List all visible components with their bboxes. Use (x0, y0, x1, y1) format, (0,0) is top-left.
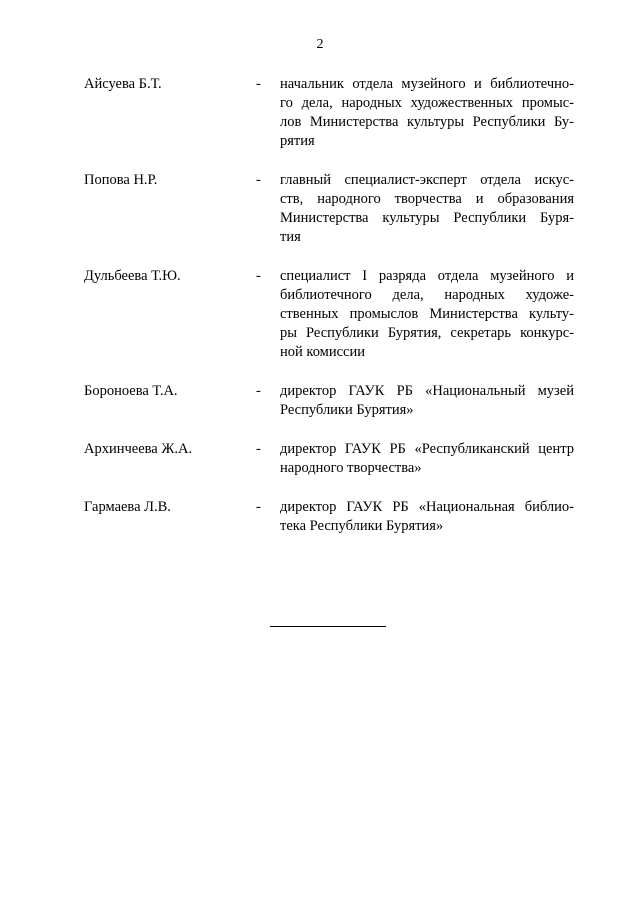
member-position-line: главный специалист-эксперт отдела искус- (280, 172, 574, 188)
member-dash: - (256, 499, 261, 515)
member-name: Архинчеева Ж.А. (84, 441, 193, 457)
member-position-line: директор ГАУК РБ «Республиканский центр (280, 441, 574, 457)
member-name: Бороноева Т.А. (84, 383, 178, 399)
member-name: Попова Н.Р. (84, 172, 158, 188)
member-position (280, 75, 574, 151)
member-position-line: тия (280, 229, 301, 245)
member-position (280, 267, 574, 362)
member-position-line: ры Республики Бурятия, секретарь конкурс- (280, 325, 574, 341)
member-position-line: лов Министерства культуры Республики Бу- (280, 114, 574, 130)
member-entry (84, 498, 574, 536)
member-name: Гармаева Л.В. (84, 499, 171, 515)
member-position-line: ств, народного творчества и образования (280, 191, 574, 207)
commission-members-list (84, 75, 574, 556)
member-position-line: директор ГАУК РБ «Национальный музей (280, 383, 574, 399)
member-position-line: Министерства культуры Республики Буря- (280, 210, 574, 226)
member-name: Дульбеева Т.Ю. (84, 268, 181, 284)
member-position-line: го дела, народных художественных промыс- (280, 95, 574, 111)
member-dash: - (256, 172, 261, 188)
member-position-line: рятия (280, 133, 315, 149)
member-dash: - (256, 441, 261, 457)
member-position-line: начальник отдела музейного и библиотечно- (280, 76, 574, 92)
member-dash: - (256, 76, 261, 92)
member-entry (84, 440, 574, 478)
member-entry (84, 75, 574, 151)
member-entry (84, 171, 574, 247)
member-position (280, 382, 574, 420)
member-position-line: специалист I разряда отдела музейного и (280, 268, 574, 284)
member-dash: - (256, 268, 261, 284)
member-position-line: ственных промыслов Министерства культу- (280, 306, 574, 322)
member-entry (84, 267, 574, 362)
member-dash: - (256, 383, 261, 399)
page-number: 2 (316, 37, 324, 52)
member-position-line: директор ГАУК РБ «Национальная библио- (280, 499, 574, 515)
member-position (280, 498, 574, 536)
closing-separator-line (270, 626, 386, 627)
member-entry (84, 382, 574, 420)
member-position-line: народного творчества» (280, 460, 422, 476)
member-position-line: ной комиссии (280, 344, 366, 360)
member-position (280, 171, 574, 247)
member-position-line: тека Республики Бурятия» (280, 518, 444, 534)
member-name: Айсуева Б.Т. (84, 76, 162, 92)
member-position-line: библиотечного дела, народных художе- (280, 287, 574, 303)
member-position (280, 440, 574, 478)
member-position-line: Республики Бурятия» (280, 402, 414, 418)
